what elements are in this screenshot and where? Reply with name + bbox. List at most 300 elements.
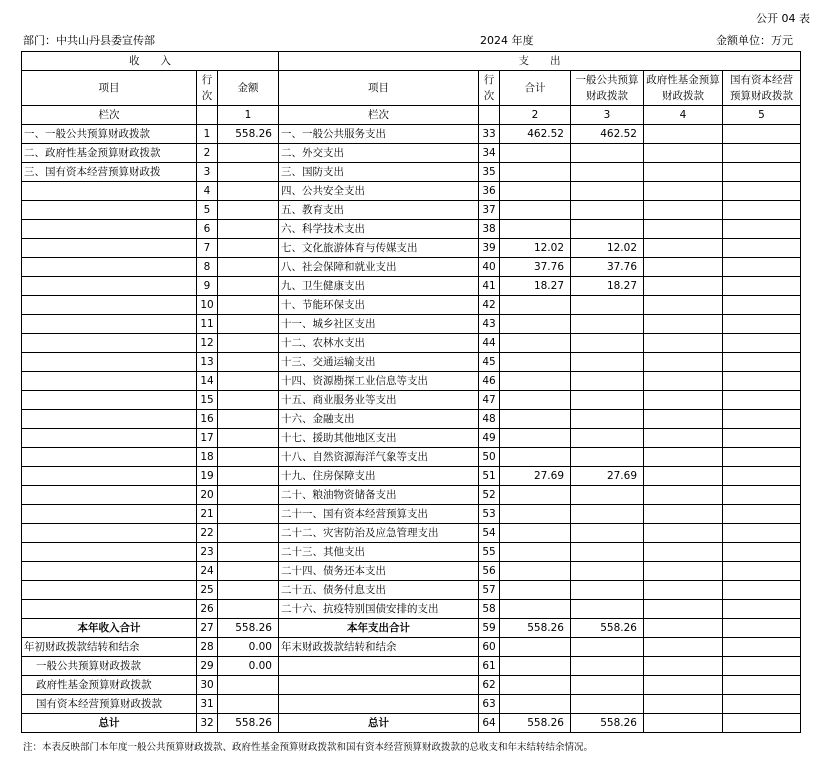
- income-amount-cell: [218, 144, 279, 163]
- income-line-no-cell: 16: [197, 410, 218, 429]
- gov-fund-amount-cell: [644, 695, 723, 714]
- state-capital-amount-cell: [723, 657, 801, 676]
- expense-total-cell: [500, 543, 571, 562]
- table-row: [22, 695, 801, 714]
- state-capital-amount-cell: [723, 410, 801, 429]
- gov-fund-amount-cell: [644, 543, 723, 562]
- table-row: [22, 239, 801, 258]
- expense-item-cell: 年末财政拨款结转和结余: [279, 638, 479, 657]
- expense-line-no-cell: 33: [479, 125, 500, 144]
- income-amount-cell: [218, 220, 279, 239]
- state-capital-amount-cell: [723, 391, 801, 410]
- general-budget-amount-cell: 462.52: [571, 125, 644, 144]
- expense-item-cell: 十五、商业服务业等支出: [279, 391, 479, 410]
- state-capital-amount-cell: [723, 524, 801, 543]
- expense-line-no-cell: 48: [479, 410, 500, 429]
- income-amount-cell: [218, 600, 279, 619]
- income-amount-cell: [218, 676, 279, 695]
- income-item-cell: [22, 220, 197, 239]
- general-budget-amount-cell: [571, 429, 644, 448]
- gov-fund-amount-cell: [644, 277, 723, 296]
- state-capital-amount-cell: [723, 372, 801, 391]
- general-budget-amount-cell: [571, 448, 644, 467]
- table-row: [22, 429, 801, 448]
- income-item-cell: [22, 486, 197, 505]
- expense-item-cell: 十七、援助其他地区支出: [279, 429, 479, 448]
- expense-item-cell: 一、一般公共服务支出: [279, 125, 479, 144]
- state-capital-amount-cell: [723, 695, 801, 714]
- expense-item-cell: [279, 695, 479, 714]
- income-line-no-cell: 9: [197, 277, 218, 296]
- general-budget-amount-cell: [571, 638, 644, 657]
- general-budget-amount-cell: [571, 353, 644, 372]
- income-item-cell: [22, 429, 197, 448]
- gov-fund-amount-cell: [644, 448, 723, 467]
- fiscal-year: 2024 年度: [480, 34, 534, 47]
- expense-line-no-cell: 49: [479, 429, 500, 448]
- expense-total-cell: [500, 486, 571, 505]
- table-row: [22, 619, 801, 638]
- expense-line-no-cell: 46: [479, 372, 500, 391]
- gov-fund-amount-cell: [644, 220, 723, 239]
- expense-line-no-cell: 51: [479, 467, 500, 486]
- state-capital-amount-cell: [723, 505, 801, 524]
- expense-item-cell: 二十四、债务还本支出: [279, 562, 479, 581]
- general-budget-amount-cell: [571, 391, 644, 410]
- income-item-cell: [22, 600, 197, 619]
- income-item-cell: [22, 334, 197, 353]
- expense-total-cell: [500, 144, 571, 163]
- income-amount-cell: [218, 182, 279, 201]
- expense-total-cell: [500, 600, 571, 619]
- general-budget-amount-cell: 558.26: [571, 714, 644, 733]
- gov-fund-amount-cell: [644, 239, 723, 258]
- expense-item-cell: 九、卫生健康支出: [279, 277, 479, 296]
- expense-item-cell: 二十、粮油物资储备支出: [279, 486, 479, 505]
- income-line-no-cell: 27: [197, 619, 218, 638]
- general-budget-amount-cell: [571, 201, 644, 220]
- expense-item-cell: 二十二、灾害防治及应急管理支出: [279, 524, 479, 543]
- expense-line-no-cell: 56: [479, 562, 500, 581]
- column-index-empty: [479, 106, 500, 125]
- expense-line-no-cell: 47: [479, 391, 500, 410]
- state-capital-amount-cell: [723, 467, 801, 486]
- expense-total-cell: 558.26: [500, 714, 571, 733]
- income-line-no-cell: 17: [197, 429, 218, 448]
- expense-line-no-cell: 34: [479, 144, 500, 163]
- income-line-no-cell: 21: [197, 505, 218, 524]
- general-budget-amount-cell: [571, 600, 644, 619]
- income-amount-cell: [218, 239, 279, 258]
- income-line-no-cell: 28: [197, 638, 218, 657]
- income-amount-cell: [218, 258, 279, 277]
- general-budget-amount-cell: [571, 695, 644, 714]
- income-item-cell: [22, 524, 197, 543]
- state-capital-amount-cell: [723, 334, 801, 353]
- income-item-cell: [22, 315, 197, 334]
- expense-total-cell: [500, 581, 571, 600]
- income-line-no-cell: 22: [197, 524, 218, 543]
- income-line-no-cell: 3: [197, 163, 218, 182]
- income-item-cell: [22, 562, 197, 581]
- column-index-label-2: 栏次: [279, 106, 479, 125]
- income-amount-cell: [218, 467, 279, 486]
- income-item-cell: 国有资本经营预算财政拨款: [22, 695, 197, 714]
- income-line-no-cell: 8: [197, 258, 218, 277]
- income-amount-cell: 558.26: [218, 619, 279, 638]
- expense-line-no-cell: 54: [479, 524, 500, 543]
- gov-fund-amount-cell: [644, 486, 723, 505]
- expense-total-cell: [500, 296, 571, 315]
- expense-line-no-cell: 35: [479, 163, 500, 182]
- expense-total-cell: [500, 201, 571, 220]
- general-budget-header: 一般公共预算财政拨款: [571, 71, 644, 106]
- expense-total-cell: [500, 220, 571, 239]
- state-capital-amount-cell: [723, 714, 801, 733]
- state-capital-amount-cell: [723, 429, 801, 448]
- general-budget-amount-cell: [571, 543, 644, 562]
- income-item-cell: [22, 410, 197, 429]
- expense-total-cell: 27.69: [500, 467, 571, 486]
- general-budget-amount-cell: [571, 144, 644, 163]
- income-item-cell: [22, 372, 197, 391]
- income-amount-cell: [218, 581, 279, 600]
- general-budget-amount-cell: [571, 163, 644, 182]
- expense-line-no-cell: 60: [479, 638, 500, 657]
- income-amount-cell: [218, 695, 279, 714]
- income-amount-cell: [218, 353, 279, 372]
- expense-item-cell: 五、教育支出: [279, 201, 479, 220]
- income-item-cell: 政府性基金预算财政拨款: [22, 676, 197, 695]
- expense-line-header: 行次: [479, 71, 500, 106]
- table-row: [22, 448, 801, 467]
- expense-total-cell: [500, 676, 571, 695]
- table-row: [22, 125, 801, 144]
- state-capital-amount-cell: [723, 182, 801, 201]
- expense-item-cell: 十、节能环保支出: [279, 296, 479, 315]
- gov-fund-amount-cell: [644, 372, 723, 391]
- income-line-no-cell: 24: [197, 562, 218, 581]
- income-group-header: 收 入: [22, 52, 279, 71]
- expense-line-no-cell: 55: [479, 543, 500, 562]
- expense-total-cell: [500, 410, 571, 429]
- income-item-cell: [22, 543, 197, 562]
- table-row: [22, 258, 801, 277]
- expense-line-no-cell: 64: [479, 714, 500, 733]
- income-amount-cell: [218, 410, 279, 429]
- table-row: [22, 676, 801, 695]
- income-line-no-cell: 4: [197, 182, 218, 201]
- income-item-cell: [22, 277, 197, 296]
- table-body: [22, 125, 801, 733]
- gov-fund-amount-cell: [644, 353, 723, 372]
- gov-fund-amount-cell: [644, 296, 723, 315]
- income-amount-cell: [218, 448, 279, 467]
- general-budget-amount-cell: [571, 315, 644, 334]
- expense-total-cell: [500, 391, 571, 410]
- state-capital-amount-cell: [723, 581, 801, 600]
- general-budget-amount-cell: [571, 581, 644, 600]
- income-line-no-cell: 31: [197, 695, 218, 714]
- income-line-no-cell: 7: [197, 239, 218, 258]
- state-capital-amount-cell: [723, 125, 801, 144]
- income-amount-cell: [218, 296, 279, 315]
- expense-line-no-cell: 38: [479, 220, 500, 239]
- table-row: [22, 277, 801, 296]
- gov-fund-amount-cell: [644, 163, 723, 182]
- expense-line-no-cell: 40: [479, 258, 500, 277]
- income-amount-cell: [218, 315, 279, 334]
- expense-item-cell: 十四、资源勘探工业信息等支出: [279, 372, 479, 391]
- expense-item-cell: [279, 676, 479, 695]
- income-amount-cell: 0.00: [218, 657, 279, 676]
- state-capital-amount-cell: [723, 239, 801, 258]
- table-row: [22, 220, 801, 239]
- general-budget-amount-cell: [571, 410, 644, 429]
- table-row: [22, 714, 801, 733]
- expense-line-no-cell: 50: [479, 448, 500, 467]
- income-line-header: 行次: [197, 71, 218, 106]
- expense-total-cell: 18.27: [500, 277, 571, 296]
- state-capital-amount-cell: [723, 448, 801, 467]
- state-capital-amount-cell: [723, 562, 801, 581]
- state-capital-amount-cell: [723, 296, 801, 315]
- expense-total-cell: [500, 315, 571, 334]
- expense-line-no-cell: 43: [479, 315, 500, 334]
- expense-total-cell: [500, 163, 571, 182]
- expense-item-cell: 二十三、其他支出: [279, 543, 479, 562]
- general-budget-amount-cell: [571, 676, 644, 695]
- income-item-cell: 年初财政拨款结转和结余: [22, 638, 197, 657]
- gov-fund-amount-cell: [644, 657, 723, 676]
- general-budget-amount-cell: 37.76: [571, 258, 644, 277]
- gov-fund-amount-cell: [644, 619, 723, 638]
- expense-total-cell: 12.02: [500, 239, 571, 258]
- income-item-cell: 一般公共预算财政拨款: [22, 657, 197, 676]
- income-amount-cell: [218, 334, 279, 353]
- expense-total-header: 合计: [500, 71, 571, 106]
- general-budget-amount-cell: [571, 505, 644, 524]
- income-item-cell: [22, 239, 197, 258]
- gov-fund-amount-cell: [644, 201, 723, 220]
- expense-total-cell: 558.26: [500, 619, 571, 638]
- gov-fund-header: 政府性基金预算财政拨款: [644, 71, 723, 106]
- income-item-cell: [22, 467, 197, 486]
- income-line-no-cell: 5: [197, 201, 218, 220]
- income-item-cell: [22, 581, 197, 600]
- table-row: [22, 353, 801, 372]
- expense-line-no-cell: 63: [479, 695, 500, 714]
- expense-line-no-cell: 57: [479, 581, 500, 600]
- gov-fund-amount-cell: [644, 334, 723, 353]
- gov-fund-amount-cell: [644, 144, 723, 163]
- table-row: [22, 638, 801, 657]
- income-item-cell: [22, 391, 197, 410]
- expense-item-cell: 六、科学技术支出: [279, 220, 479, 239]
- general-budget-amount-cell: [571, 296, 644, 315]
- fiscal-allocation-table: [21, 51, 801, 733]
- income-amount-cell: [218, 486, 279, 505]
- income-item-cell: [22, 182, 197, 201]
- income-line-no-cell: 14: [197, 372, 218, 391]
- table-row: [22, 163, 801, 182]
- income-item-cell: 总计: [22, 714, 197, 733]
- table-note: 注：本表反映部门本年度一般公共预算财政拨款、政府性基金预算财政拨款和国有资本经营预算财政拨款的总收支和年末结转结余情况。: [23, 742, 594, 753]
- general-budget-amount-cell: 558.26: [571, 619, 644, 638]
- expense-total-cell: [500, 562, 571, 581]
- expense-line-no-cell: 61: [479, 657, 500, 676]
- income-line-no-cell: 11: [197, 315, 218, 334]
- table-row: [22, 315, 801, 334]
- table-row: [22, 600, 801, 619]
- expense-item-cell: 十一、城乡社区支出: [279, 315, 479, 334]
- gov-fund-amount-cell: [644, 676, 723, 695]
- income-item-cell: [22, 505, 197, 524]
- gov-fund-amount-cell: [644, 391, 723, 410]
- income-amount-cell: [218, 277, 279, 296]
- state-capital-amount-cell: [723, 220, 801, 239]
- expense-total-cell: [500, 695, 571, 714]
- expense-line-no-cell: 37: [479, 201, 500, 220]
- income-line-no-cell: 12: [197, 334, 218, 353]
- gov-fund-amount-cell: [644, 125, 723, 144]
- form-code: 公开 04 表: [756, 12, 810, 25]
- gov-fund-amount-cell: [644, 467, 723, 486]
- column-index-1: 1: [218, 106, 279, 125]
- income-amount-cell: 558.26: [218, 714, 279, 733]
- expense-total-cell: [500, 657, 571, 676]
- expense-total-cell: [500, 372, 571, 391]
- income-item-header: 项目: [22, 71, 197, 106]
- state-capital-amount-cell: [723, 277, 801, 296]
- column-index-3: 3: [571, 106, 644, 125]
- income-line-no-cell: 15: [197, 391, 218, 410]
- expense-total-cell: [500, 429, 571, 448]
- general-budget-amount-cell: 12.02: [571, 239, 644, 258]
- income-amount-cell: [218, 391, 279, 410]
- expense-line-no-cell: 45: [479, 353, 500, 372]
- table-row: [22, 467, 801, 486]
- state-capital-amount-cell: [723, 676, 801, 695]
- gov-fund-amount-cell: [644, 315, 723, 334]
- income-amount-cell: [218, 201, 279, 220]
- table-row: [22, 657, 801, 676]
- state-capital-amount-cell: [723, 638, 801, 657]
- table-row: [22, 296, 801, 315]
- expense-item-cell: 十八、自然资源海洋气象等支出: [279, 448, 479, 467]
- gov-fund-amount-cell: [644, 714, 723, 733]
- income-item-cell: [22, 258, 197, 277]
- income-line-no-cell: 25: [197, 581, 218, 600]
- column-index-empty: [197, 106, 218, 125]
- income-amount-cell: [218, 429, 279, 448]
- table-row: [22, 505, 801, 524]
- column-index-4: 4: [644, 106, 723, 125]
- state-capital-amount-cell: [723, 600, 801, 619]
- income-line-no-cell: 32: [197, 714, 218, 733]
- income-amount-cell: [218, 372, 279, 391]
- expense-total-cell: [500, 638, 571, 657]
- table-row: [22, 486, 801, 505]
- expense-item-cell: 十二、农林水支出: [279, 334, 479, 353]
- expense-line-no-cell: 59: [479, 619, 500, 638]
- table-row: [22, 562, 801, 581]
- expense-total-cell: [500, 505, 571, 524]
- gov-fund-amount-cell: [644, 638, 723, 657]
- income-item-cell: [22, 201, 197, 220]
- general-budget-amount-cell: [571, 562, 644, 581]
- expense-line-no-cell: 39: [479, 239, 500, 258]
- expense-item-cell: 二十六、抗疫特别国债安排的支出: [279, 600, 479, 619]
- state-capital-amount-cell: [723, 543, 801, 562]
- income-line-no-cell: 29: [197, 657, 218, 676]
- column-index-2: 2: [500, 106, 571, 125]
- income-item-cell: 三、国有资本经营预算财政拨: [22, 163, 197, 182]
- expense-item-cell: 本年支出合计: [279, 619, 479, 638]
- income-line-no-cell: 2: [197, 144, 218, 163]
- expense-total-cell: [500, 524, 571, 543]
- income-line-no-cell: 26: [197, 600, 218, 619]
- expense-total-cell: [500, 353, 571, 372]
- expense-item-cell: 四、公共安全支出: [279, 182, 479, 201]
- expense-total-cell: 462.52: [500, 125, 571, 144]
- expense-line-no-cell: 44: [479, 334, 500, 353]
- gov-fund-amount-cell: [644, 182, 723, 201]
- expense-item-cell: 二、外交支出: [279, 144, 479, 163]
- income-amount-cell: [218, 543, 279, 562]
- table-row: [22, 182, 801, 201]
- income-item-cell: 一、一般公共预算财政拨款: [22, 125, 197, 144]
- income-amount-cell: [218, 505, 279, 524]
- expense-line-no-cell: 58: [479, 600, 500, 619]
- expense-line-no-cell: 36: [479, 182, 500, 201]
- income-item-cell: 二、政府性基金预算财政拨款: [22, 144, 197, 163]
- general-budget-amount-cell: 27.69: [571, 467, 644, 486]
- expense-line-no-cell: 62: [479, 676, 500, 695]
- state-capital-amount-cell: [723, 201, 801, 220]
- department-label: 部门：中共山丹县委宣传部: [23, 34, 155, 47]
- table-row: [22, 581, 801, 600]
- income-line-no-cell: 13: [197, 353, 218, 372]
- expense-line-no-cell: 41: [479, 277, 500, 296]
- table-row: [22, 391, 801, 410]
- table-row: [22, 144, 801, 163]
- income-line-no-cell: 1: [197, 125, 218, 144]
- income-line-no-cell: 20: [197, 486, 218, 505]
- table-row: [22, 543, 801, 562]
- gov-fund-amount-cell: [644, 600, 723, 619]
- expense-total-cell: [500, 334, 571, 353]
- general-budget-amount-cell: [571, 657, 644, 676]
- income-item-cell: [22, 448, 197, 467]
- expense-item-cell: 三、国防支出: [279, 163, 479, 182]
- income-item-cell: 本年收入合计: [22, 619, 197, 638]
- expense-total-cell: 37.76: [500, 258, 571, 277]
- expense-item-cell: 十六、金融支出: [279, 410, 479, 429]
- expense-line-no-cell: 53: [479, 505, 500, 524]
- column-index-5: 5: [723, 106, 801, 125]
- state-capital-amount-cell: [723, 258, 801, 277]
- state-capital-amount-cell: [723, 353, 801, 372]
- income-amount-cell: 0.00: [218, 638, 279, 657]
- state-capital-amount-cell: [723, 144, 801, 163]
- income-line-no-cell: 19: [197, 467, 218, 486]
- gov-fund-amount-cell: [644, 581, 723, 600]
- expense-item-cell: 八、社会保障和就业支出: [279, 258, 479, 277]
- expense-item-cell: 十三、交通运输支出: [279, 353, 479, 372]
- income-line-no-cell: 18: [197, 448, 218, 467]
- gov-fund-amount-cell: [644, 410, 723, 429]
